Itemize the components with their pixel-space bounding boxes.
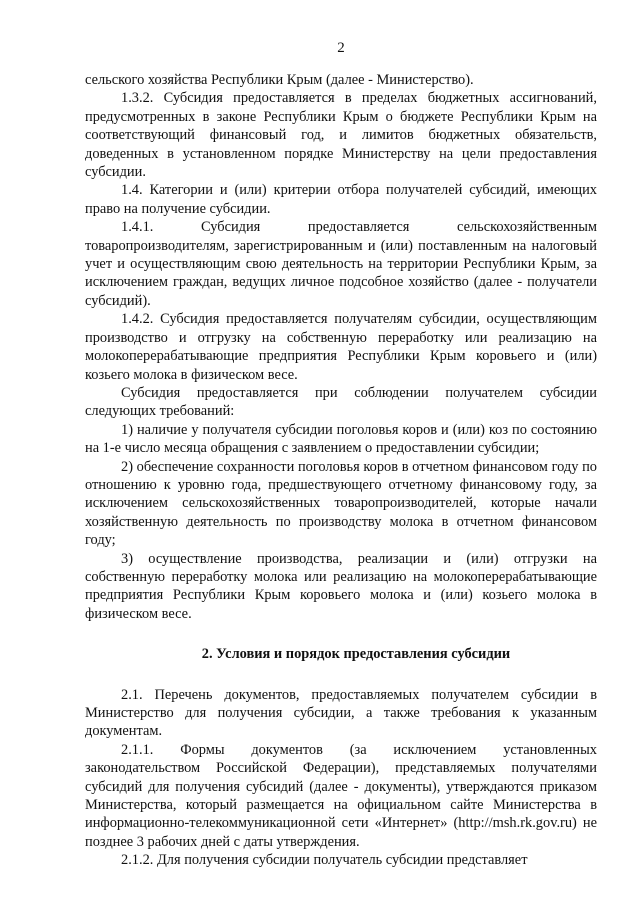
paragraph: 1.4. Категории и (или) критерии отбора получателей субсидий, имеющих право на получение субсидии. [85,182,597,217]
paragraph: 1.3.2. Субсидия предоставляется в пределах бюджетных ассигнований, предусмотренных в законе Республики Крым о бюджете Республики Крым на соответствующий финансовый год, и лимитов бюджетных обязательств, доведенных в установленном порядке Министерству на цели предоставления субсидии. [85,90,597,181]
list-item: 3) осуществление производства, реализации и (или) отгрузки на собственную переработку молока или реализацию на молокоперерабатывающие предприятия Республики Крым коровьего молока и (или) козьего молока в физическом весе. [85,550,597,622]
paragraph: 2.1.2. Для получения субсидии получатель субсидии представляет [121,852,528,869]
list-item: 2) обеспечение сохранности поголовья коров в отчетном финансовом году по отношению к уровню года, предшествующего отчетному финансовому году, за исключением сельскохозяйственных товаропроизводителей, которые начали хозяйственную деятельность по производству молока в отчетном финансовом году; [85,458,597,549]
paragraph: 2.1.1. Формы документов (за исключением установленных законодательством Российской Федерации), представляемых получателями субсидий для получения субсидий (далее - документы), утверждаются приказом Министерства, который размещается на официальном сайте Министерства в информационно-телекоммуникационной сети «Интернет» (http://msh.rk.gov.ru) не позднее 3 рабочих дней с даты утверждения. [85,741,597,850]
paragraph: 2.1. Перечень документов, предоставляемых получателем субсидии в Министерство для получения субсидии, а также требования к указанным документам. [85,686,597,740]
section-heading: 2. Условия и порядок предоставления субсидии [201,646,511,663]
body-after-heading [85,686,597,870]
paragraph: 1.4.1. Субсидия предоставляется сельскохозяйственным товаропроизводителям, зарегистрированным и (или) поставленным на налоговый учет и осуществляющим свою деятельность на территории Республики Крым, за исключением граждан, ведущих личное подсобное хозяйство (далее - получатели субсидий). [85,219,597,309]
document-page [85,40,597,870]
list-item: 1) наличие у получателя субсидии поголовья коров и (или) коз по состоянию на 1-е число месяца обращения с заявлением о предоставлении субсидии; [85,421,597,457]
paragraph: 1.4.2. Субсидия предоставляется получателям субсидии, осуществляющим производство и отгрузку на собственную переработку или реализацию на молокоперерабатывающие предприятия Республики Крым коровьего и (или) козьего молока в физическом весе. [85,311,597,383]
paragraph: сельского хозяйства Республики Крым (далее - Министерство). [85,72,474,88]
body-before-heading [85,71,597,623]
page-number: 2 [337,40,345,56]
paragraph: Субсидия предоставляется при соблюдении получателем субсидии следующих требований: [85,384,597,420]
